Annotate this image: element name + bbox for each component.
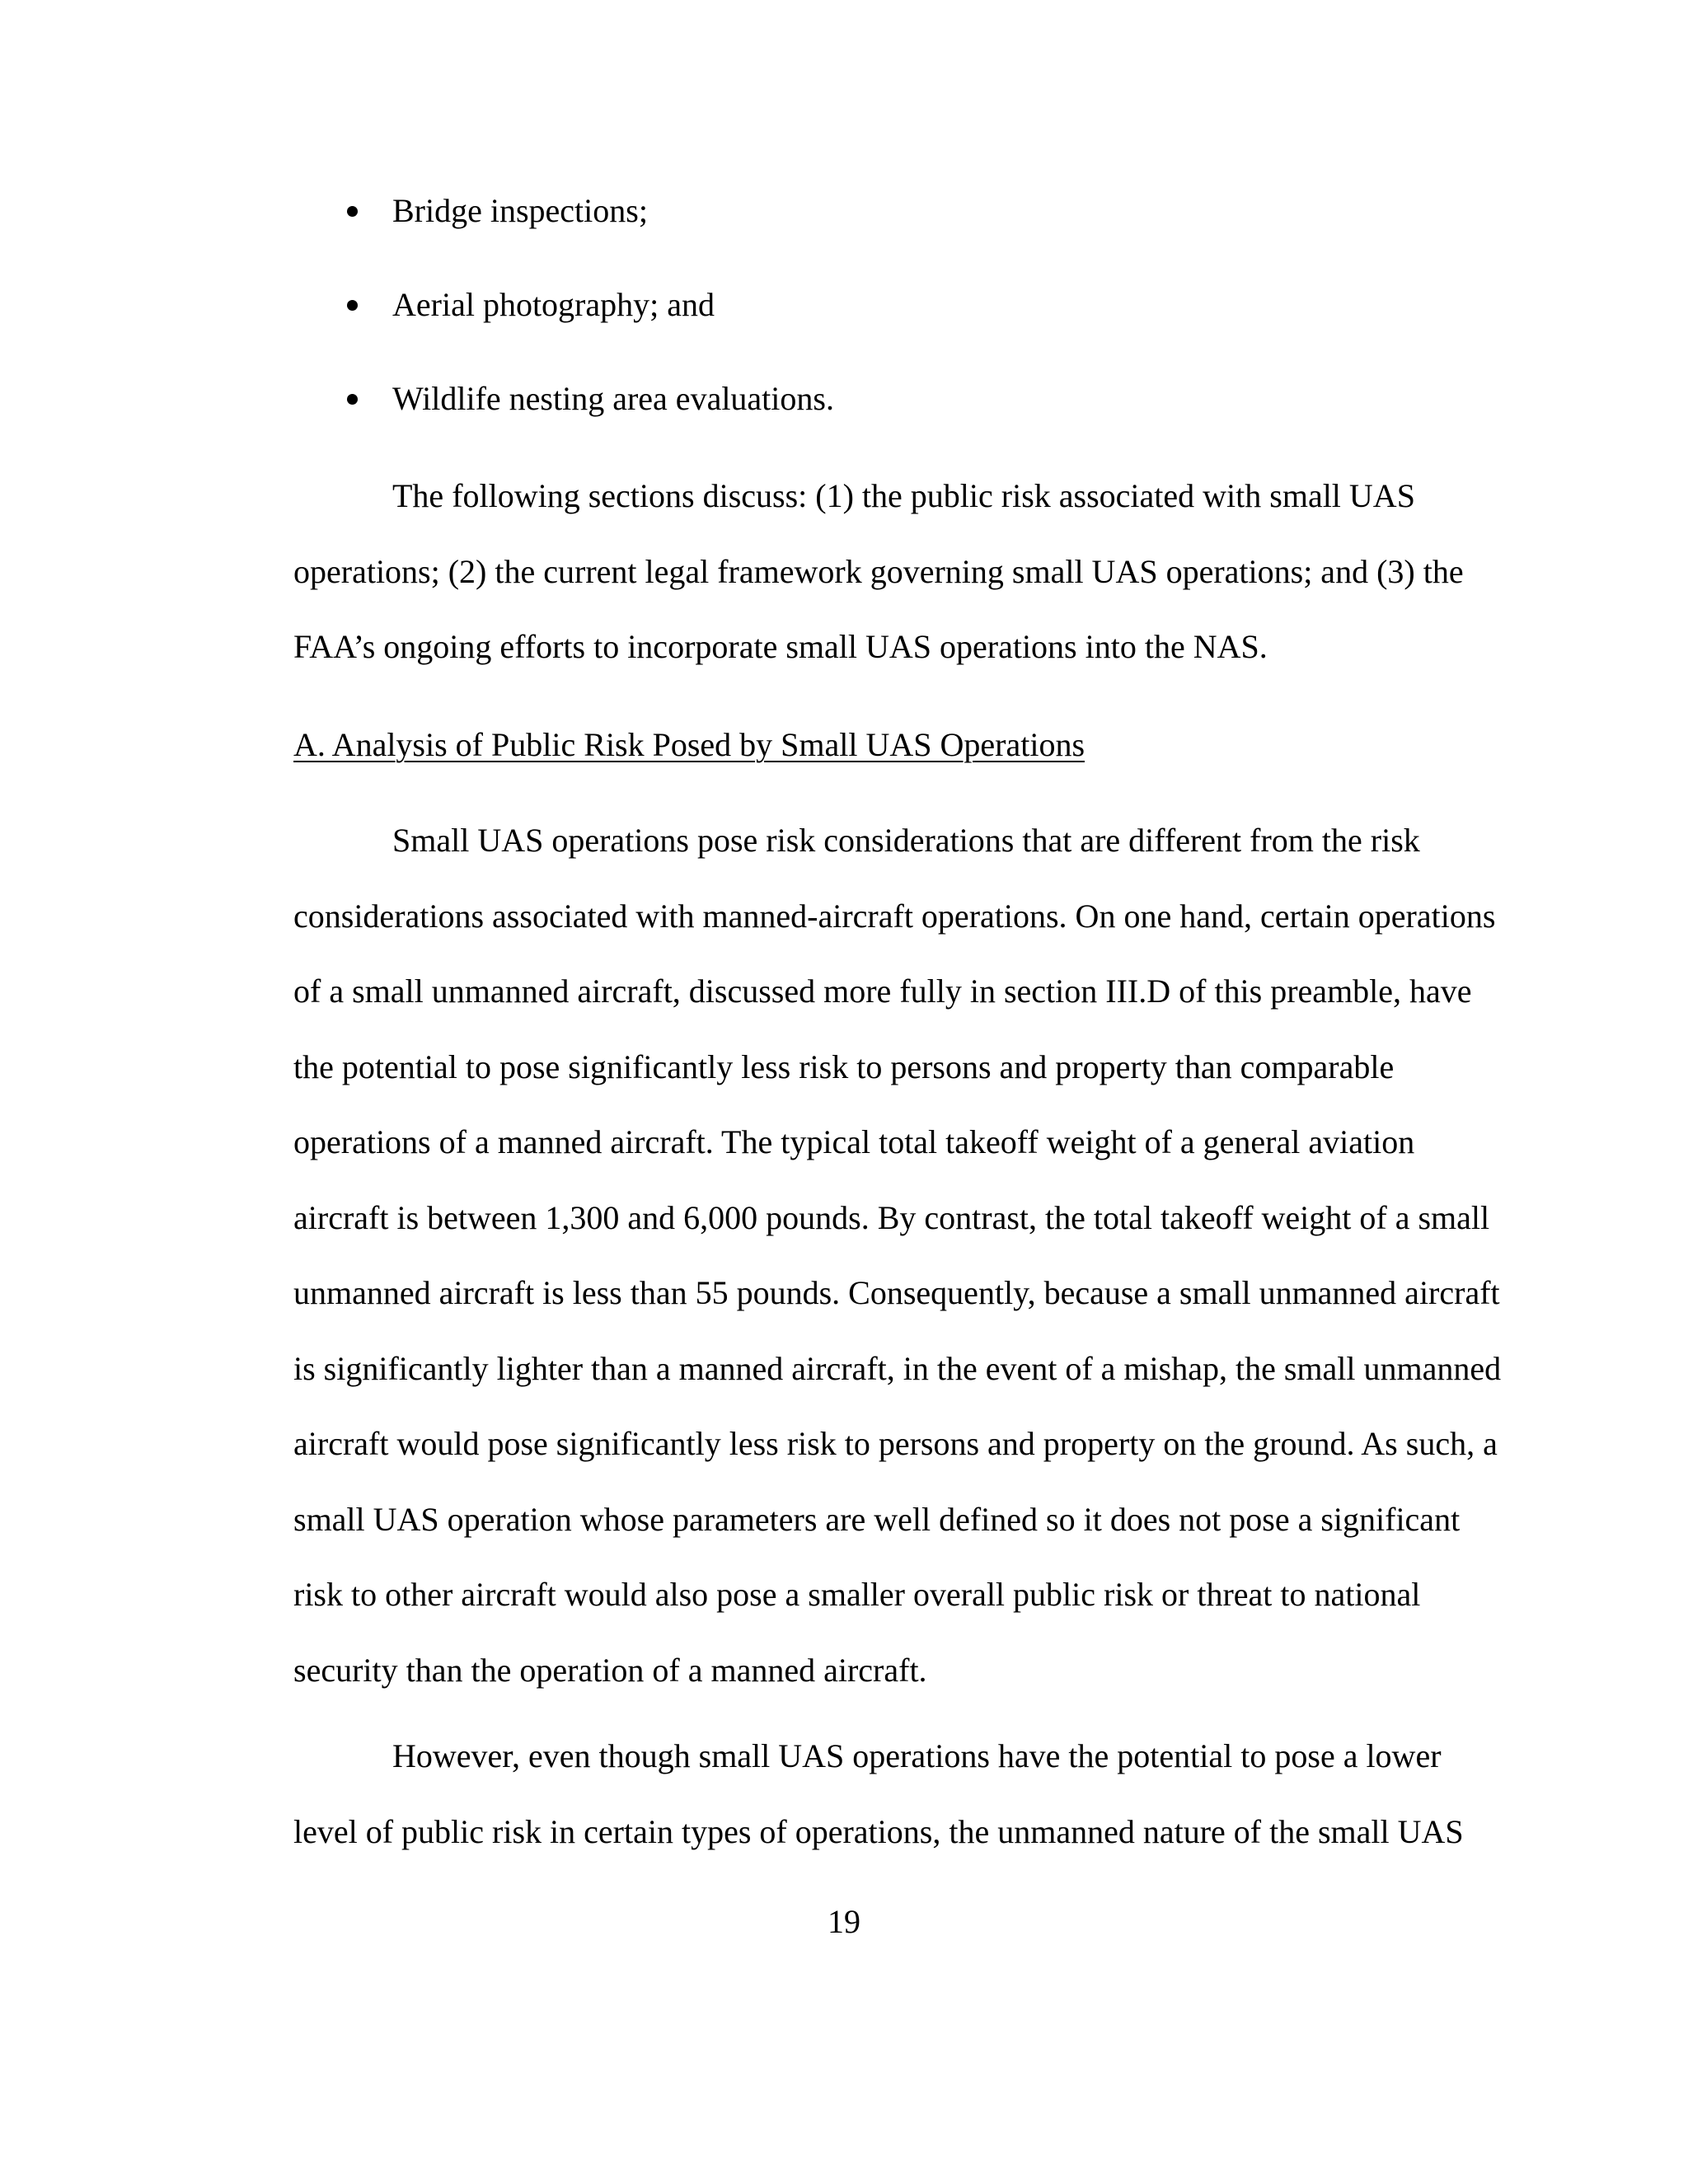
paragraph-line: The following sections discuss: (1) the public risk associated with small UAS <box>392 477 1415 514</box>
bullet-list <box>343 191 834 473</box>
list-item-text: Aerial photography; and <box>392 286 715 323</box>
paragraph-line: Small UAS operations pose risk considerations that are different from the risk <box>392 822 1420 859</box>
list-item <box>343 191 834 231</box>
paragraph-line: FAA’s ongoing efforts to incorporate small UAS operations into the NAS. <box>293 628 1268 665</box>
list-item-text: Wildlife nesting area evaluations. <box>392 380 834 417</box>
paragraph-line: aircraft is between 1,300 and 6,000 pounds. By contrast, the total takeoff weight of a small <box>293 1198 1490 1236</box>
paragraph-line: operations; (2) the current legal framework governing small UAS operations; and (3) the <box>293 552 1464 590</box>
paragraph-line: considerations associated with manned-aircraft operations. On one hand, certain operations <box>293 897 1496 935</box>
bullet-icon <box>347 206 358 217</box>
paragraph-line: the potential to pose significantly less risk to persons and property than comparable <box>293 1047 1395 1085</box>
paragraph-line: small UAS operation whose parameters are well defined so it does not pose a significant <box>293 1500 1461 1538</box>
paragraph-line: of a small unmanned aircraft, discussed more fully in section III.D of this preamble, have <box>293 972 1472 1010</box>
paragraph-line: security than the operation of a manned aircraft. <box>293 1651 927 1689</box>
paragraph-line: unmanned aircraft is less than 55 pounds. Consequently, because a small unmanned aircraft <box>293 1274 1500 1311</box>
paragraph-line: risk to other aircraft would also pose a smaller overall public risk or threat to national <box>293 1576 1421 1613</box>
paragraph-unmanned-nature <box>293 1718 1489 1869</box>
bullet-icon <box>347 394 358 405</box>
paragraph-line: aircraft would pose significantly less risk to persons and property on the ground. As such, a <box>293 1425 1498 1462</box>
paragraph-risk-analysis <box>293 803 1502 1708</box>
list-item <box>343 285 834 325</box>
bullet-icon <box>347 300 358 311</box>
paragraph-line: operations of a manned aircraft. The typical total takeoff weight of a general aviation <box>293 1123 1415 1160</box>
paragraph-line: is significantly lighter than a manned aircraft, in the event of a mishap, the small unmanned <box>293 1349 1502 1387</box>
list-item-text: Bridge inspections; <box>392 192 648 229</box>
paragraph-line: level of public risk in certain types of operations, the unmanned nature of the small UAS <box>293 1812 1464 1850</box>
section-heading: A. Analysis of Public Risk Posed by Small UAS Operations <box>293 726 1085 763</box>
paragraph-line: However, even though small UAS operations have the potential to pose a lower <box>392 1737 1442 1774</box>
list-item <box>343 379 834 419</box>
page-number: 19 <box>828 1903 860 1940</box>
paragraph-sections-overview <box>293 458 1489 685</box>
